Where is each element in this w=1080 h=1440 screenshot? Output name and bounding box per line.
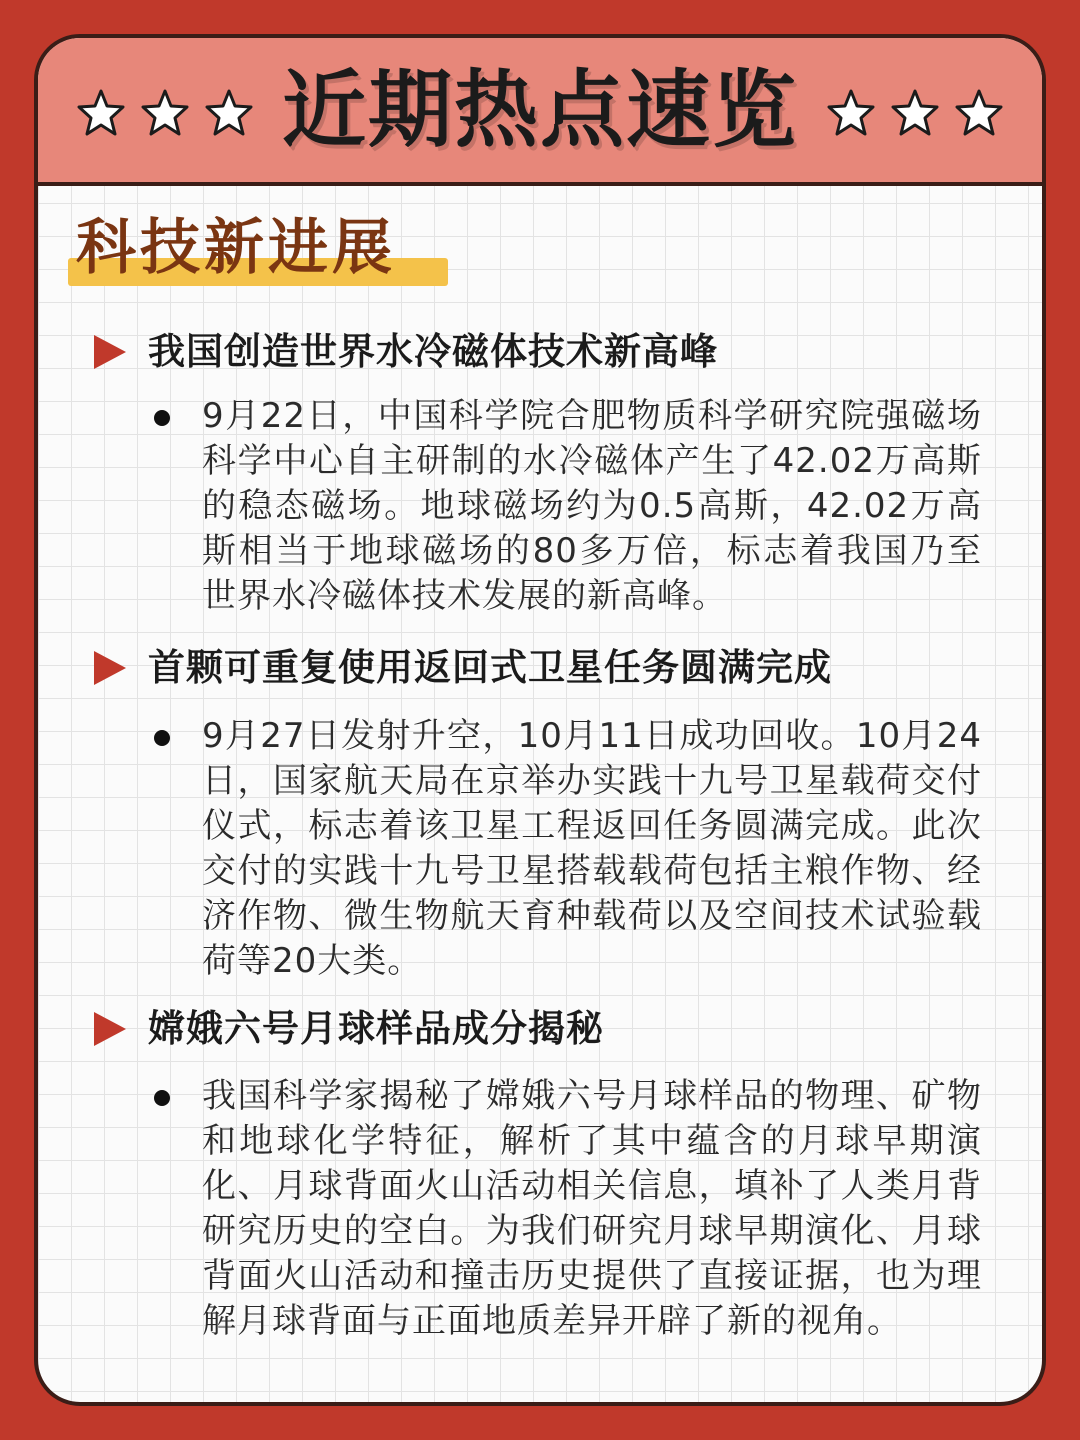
stars-right <box>826 88 1004 138</box>
section-heading <box>76 213 396 283</box>
item-body: 我国科学家揭秘了嫦娥六号月球样品的物理、矿物和地球化学特征，解析了其中蕴含的月球早期演化、月球背面火山活动相关信息，填补了人类月背研究历史的空白。为我们研究月球早期演化、月球背面火山活动和撞击历史提供了直接证据，也为理解月球背面与正面地质差异开辟了新的视角。 <box>202 1076 982 1341</box>
star-icon <box>890 88 940 138</box>
dot-bullet-icon <box>154 410 170 426</box>
section-title: 科技新进展 <box>76 213 396 283</box>
item-title: 我国创造世界水冷磁体技术新高峰 <box>148 330 718 373</box>
triangle-bullet-icon <box>94 651 126 685</box>
dot-bullet-icon <box>154 730 170 746</box>
triangle-bullet-icon <box>94 1012 126 1046</box>
item-heading <box>94 1007 604 1050</box>
item-title: 首颗可重复使用返回式卫星任务圆满完成 <box>148 646 832 689</box>
page-title: 近期热点速览 <box>281 61 798 159</box>
item-heading <box>94 330 718 373</box>
dot-bullet-icon <box>154 1090 170 1106</box>
item-body: 9月27日发射升空，10月11日成功回收。10月24日，国家航天局在京举办实践十九号卫星载荷交付仪式，标志着该卫星工程返回任务圆满完成。此次交付的实践十九号卫星搭载载荷包括主粮作物、经济作物、微生物航天育种载荷以及空间技术试验载荷等20大类。 <box>202 716 982 981</box>
item-body: 9月22日，中国科学院合肥物质科学研究院强磁场科学中心自主研制的水冷磁体产生了42.02万高斯的稳态磁场。地球磁场约为0.5高斯，42.02万高斯相当于地球磁场的80多万倍，标志着我国乃至世界水冷磁体技术发展的新高峰。 <box>202 396 982 616</box>
star-icon <box>954 88 1004 138</box>
triangle-bullet-icon <box>94 335 126 369</box>
header-banner <box>38 38 1042 186</box>
item-heading <box>94 646 832 689</box>
item-title: 嫦娥六号月球样品成分揭秘 <box>148 1007 604 1050</box>
content-card <box>34 34 1046 1406</box>
star-icon <box>826 88 876 138</box>
